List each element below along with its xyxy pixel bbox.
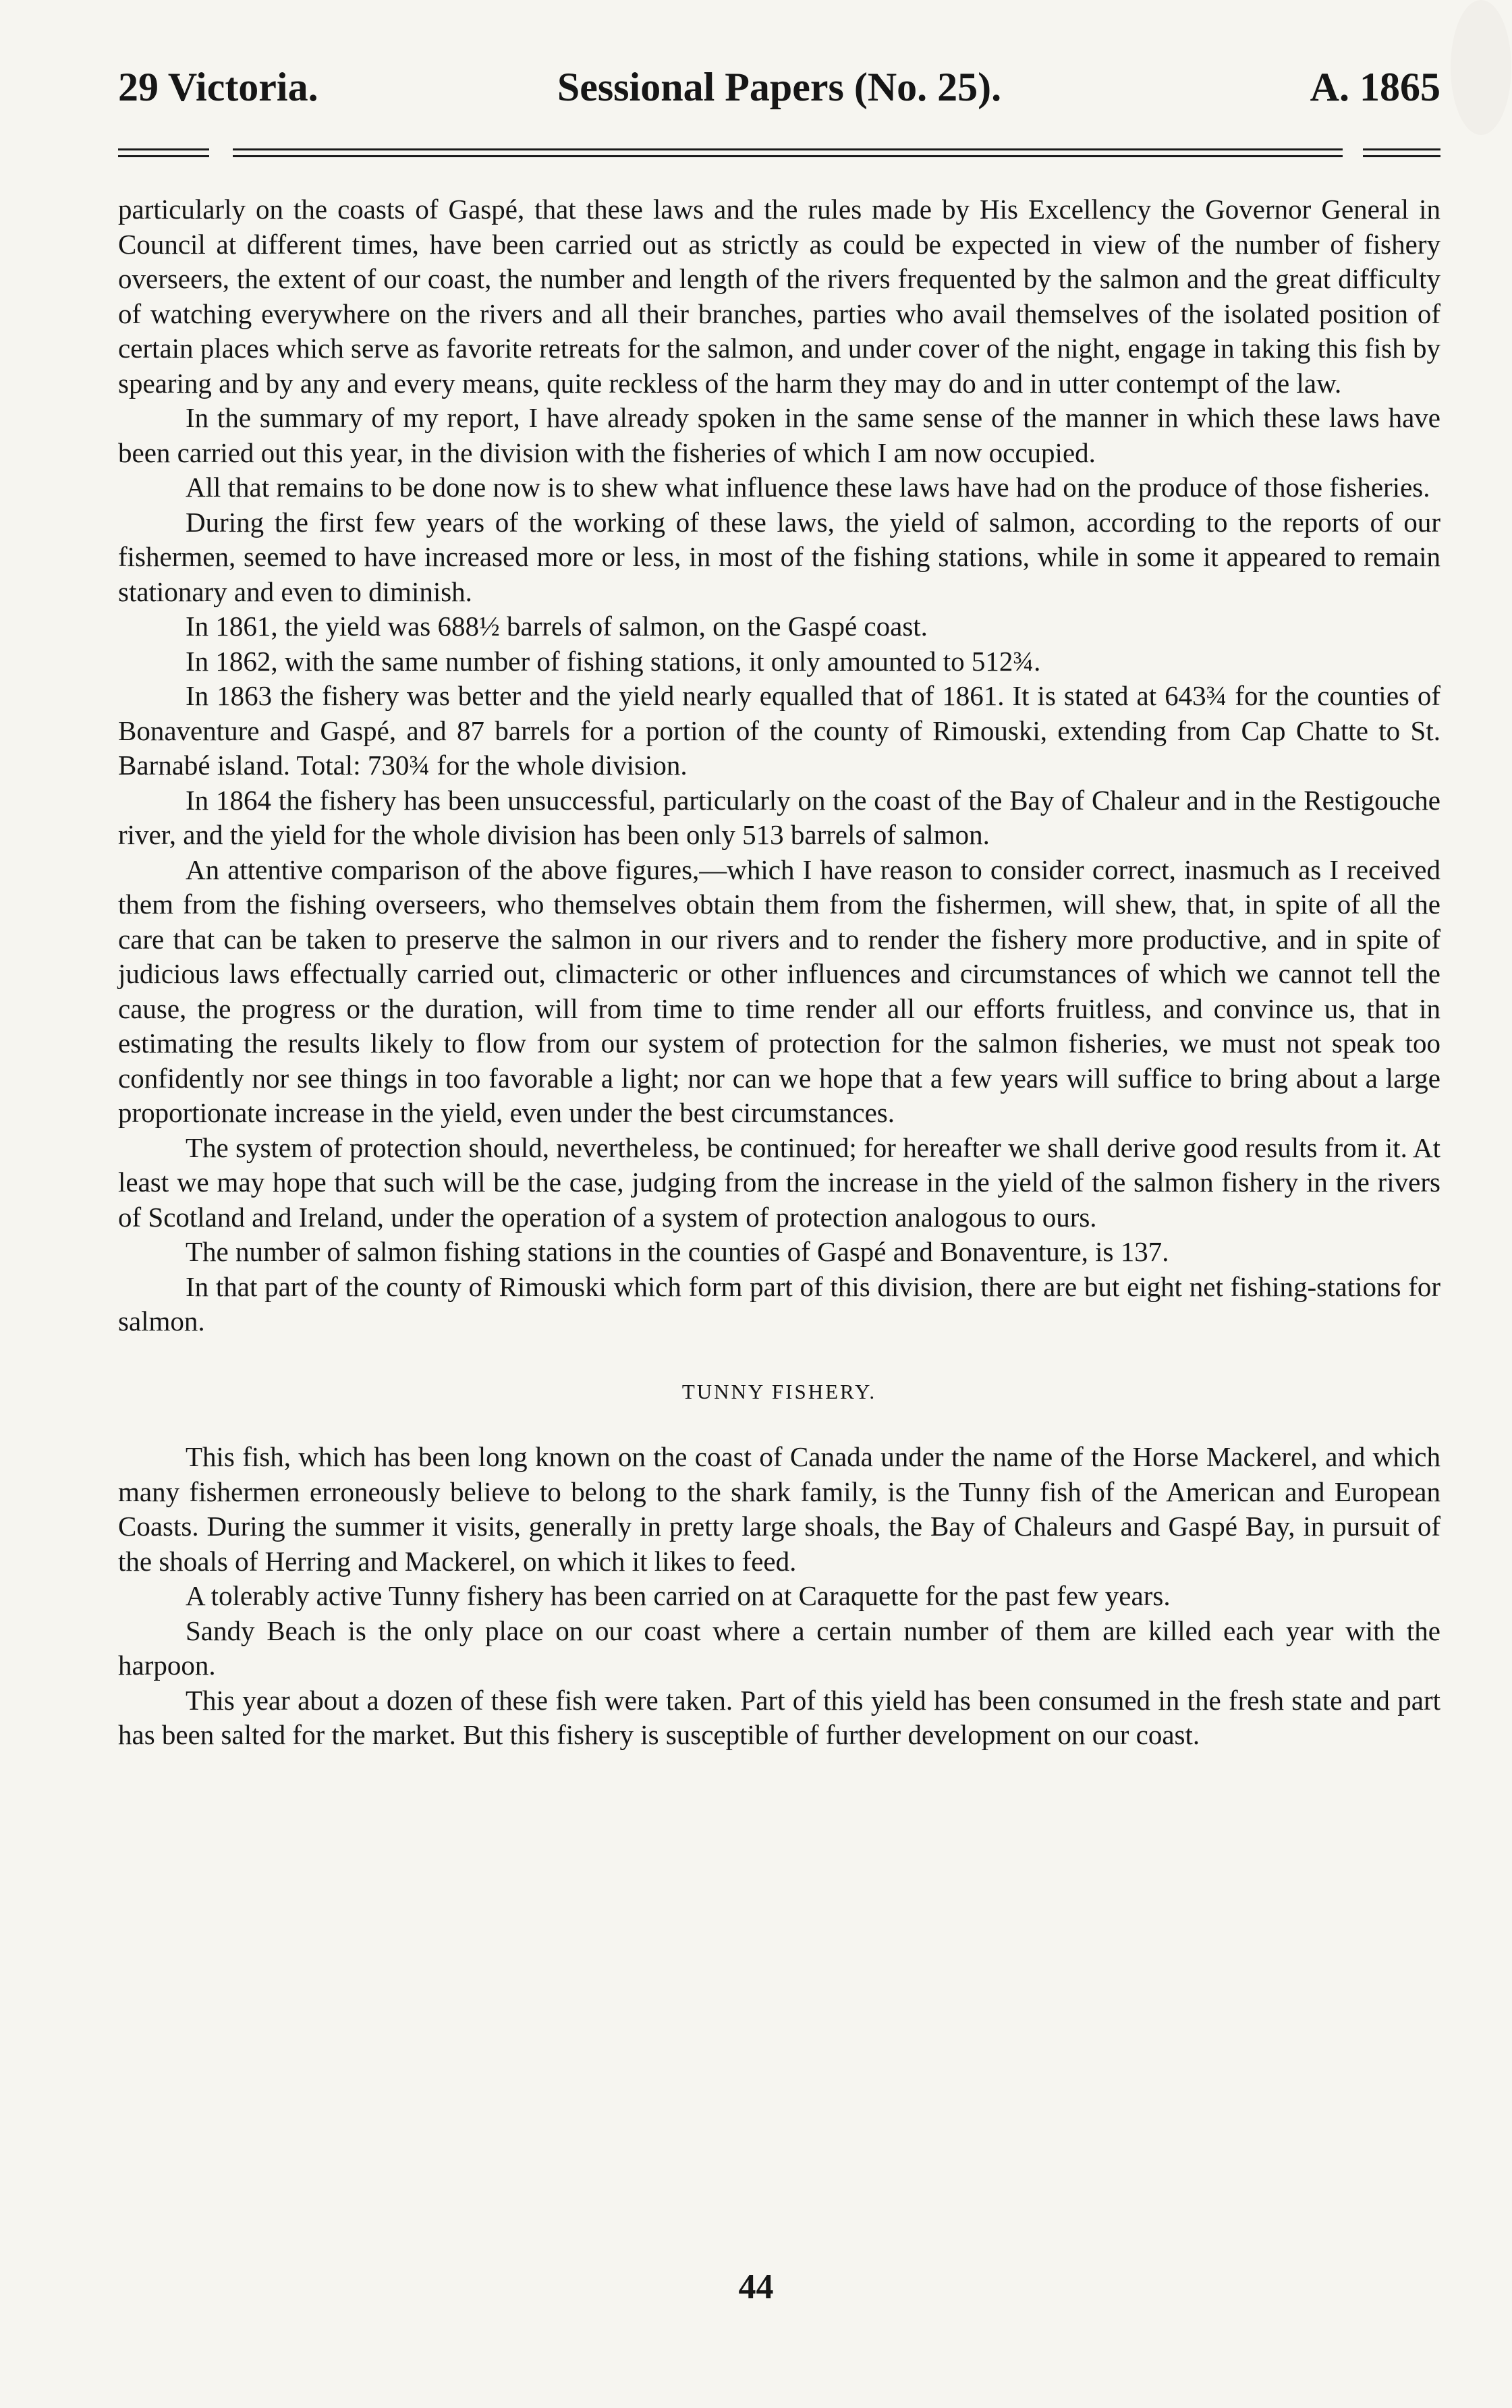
body-text [118, 192, 1440, 1753]
header-rule [1363, 155, 1440, 157]
header-rule [233, 155, 1343, 157]
running-header [118, 64, 1440, 125]
header-rules [118, 148, 1440, 159]
header-year: A. 1865 [1310, 65, 1440, 109]
header-rule [118, 155, 209, 157]
header-title: Sessional Papers (No. 25). [557, 65, 1002, 109]
paragraph: In 1861, the yield was 688½ barrels of salmon, on the Gaspé coast. [186, 611, 928, 642]
paragraph: particularly on the coasts of Gaspé, that these laws and the rules made by His Excellency the Governor General in Council at different times, have been carried out as strictly as could be expected in view of the number of fishery overseers, the extent of our coast, the number and length of the rivers frequented by the salmon and the great difficulty of watching everywhere on the rivers and all their branches, parties who avail themselves of the isolated position of certain places which serve as favorite retreats for the salmon, and under cover of the night, engage in taking this fish by spearing and by any and every means, quite reckless of the harm they may do and in utter contempt of the law. [118, 194, 1440, 399]
header-session: 29 Victoria. [118, 65, 318, 109]
paragraph: In the summary of my report, I have already spoken in the same sense of the manner in which these laws have been carried out this year, in the division with the fisheries of which I am now occupied. [118, 402, 1440, 468]
paragraph: This fish, which has been long known on the coast of Canada under the name of the Horse Mackerel, and which many fishermen erroneously believe to belong to the shark family, is the Tunny fish of the American and European Coasts. During the summer it visits, generally in pretty large shoals, the Bay of Chaleurs and Gaspé Bay, in pursuit of the shoals of Herring and Mackerel, on which it likes to feed. [118, 1441, 1440, 1577]
paper-stain [1451, 0, 1511, 135]
paragraph: In 1863 the fishery was better and the yield nearly equalled that of 1861. It is stated at 643¾ for the counties of Bonaventure and Gaspé, and 87 barrels for a portion of the county of Rimouski, extending from Cap Chatte to St. Barnabé island. Total: 730¾ for the whole division. [118, 680, 1440, 781]
paragraph: The system of protection should, nevertheless, be continued; for hereafter we shall derive good results from it. At least we may hope that such will be the case, judging from the increase in the yield of the salmon fishery in the rivers of Scotland and Ireland, under the operation of a system of protection analogous to ours. [118, 1131, 1440, 1233]
header-rule [1363, 148, 1440, 150]
paragraph: In 1864 the fishery has been unsuccessful, particularly on the coast of the Bay of Chaleur and in the Restigouche river, and the yield for the whole division has been only 513 barrels of salmon. [118, 784, 1440, 850]
paragraph: The number of salmon fishing stations in the counties of Gaspé and Bonaventure, is 137. [186, 1236, 1169, 1267]
paragraph: In that part of the county of Rimouski which form part of this division, there are but eight net fishing-stations for salmon. [118, 1270, 1440, 1337]
section-heading: TUNNY FISHERY. [681, 1379, 877, 1403]
paragraph: Sandy Beach is the only place on our coast where a certain number of them are killed each year with the harpoon. [118, 1615, 1440, 1681]
header-rule [118, 148, 209, 150]
page-number: 44 [738, 2268, 774, 2306]
paragraph: During the first few years of the working of these laws, the yield of salmon, according to the reports of our fishermen, seemed to have increased more or less, in most of the fishing stations, while in some it appeared to remain stationary and even to diminish. [118, 506, 1440, 607]
paragraph: This year about a dozen of these fish were taken. Part of this yield has been consumed in the fresh state and part has been salted for the market. But this fishery is susceptible of further development on our coast. [118, 1684, 1440, 1750]
paragraph: In 1862, with the same number of fishing stations, it only amounted to 512¾. [186, 645, 1041, 677]
paragraph: All that remains to be done now is to shew what influence these laws have had on the produce of those fisheries. [186, 472, 1430, 503]
paragraph: A tolerably active Tunny fishery has been carried on at Caraquette for the past few years. [186, 1580, 1171, 1611]
paragraph: An attentive comparison of the above figures,—which I have reason to consider correct, inasmuch as I received them from the fishing overseers, who themselves obtain them from the fishermen, will shew, that, in spite of all the care that can be taken to preserve the salmon in our rivers and to render the fishery more productive, and in spite of judicious laws effectually carried out, climacteric or other influences and circumstances of which we cannot tell the cause, the progress or the duration, will from time to time render all our efforts fruitless, and convince us, that in estimating the results likely to flow from our system of protection for the salmon fisheries, we must not speak too confidently nor see things in too favorable a light; nor can we hope that a few years will suffice to bring about a large proportionate increase in the yield, even under the best circumstances. [118, 853, 1440, 1128]
header-rule [233, 148, 1343, 150]
